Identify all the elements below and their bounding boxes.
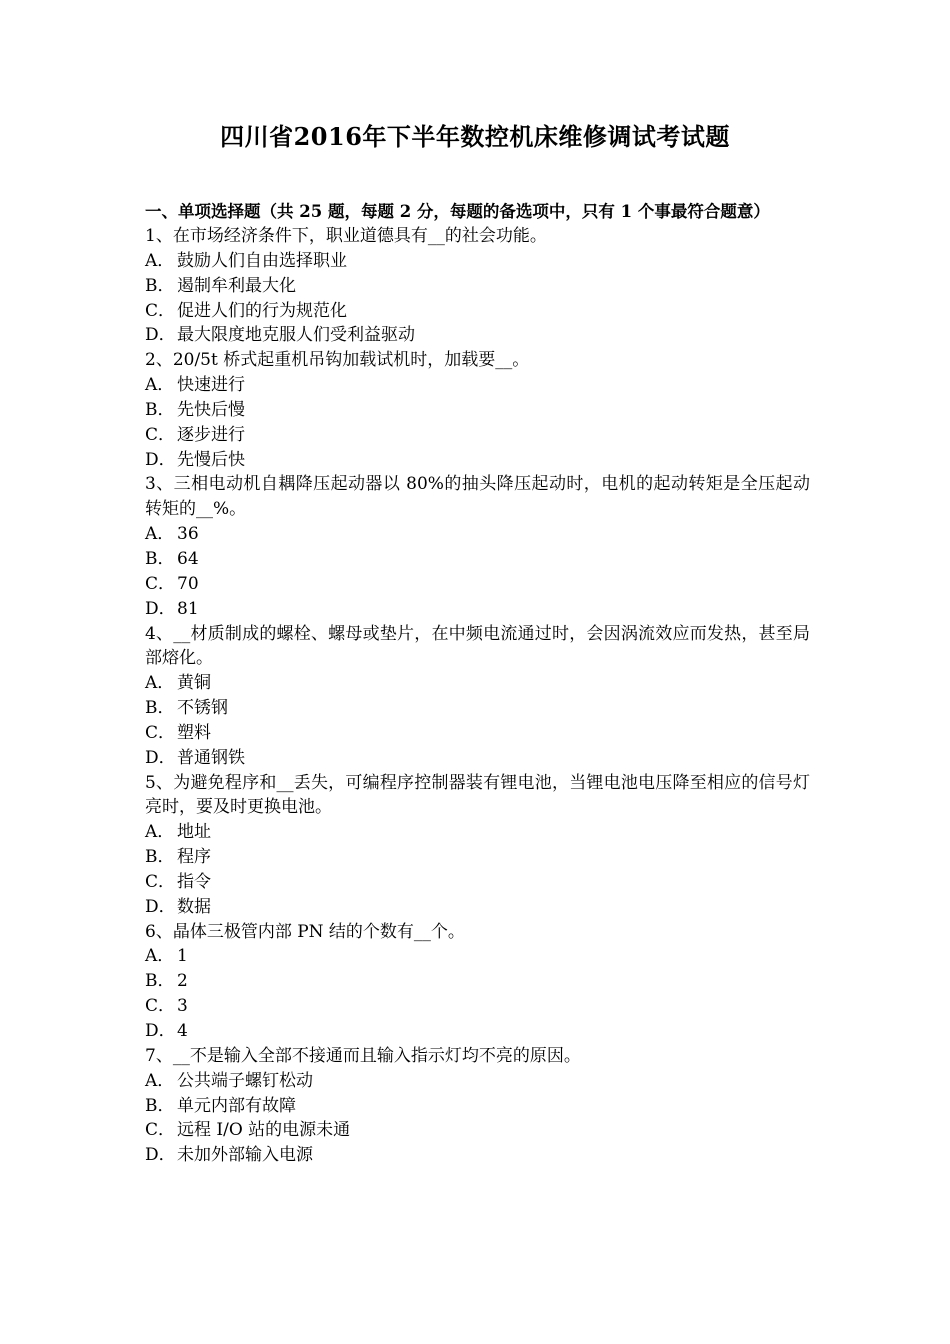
option-a [145,671,810,696]
option-a [145,944,810,969]
option-letter: A． [145,250,175,271]
question-stem: 4、__材质制成的螺栓、螺母或垫片，在中频电流通过时，会因涡流效应而发热，甚至局部熔化。 [145,623,810,669]
option-c [145,299,810,324]
option-d [145,1143,810,1168]
option-text: 黄铜 [177,673,211,694]
option-text: 程序 [177,847,211,868]
option-text: 远程 I/O 站的电源未通 [177,1120,351,1141]
option-letter: C． [145,722,176,743]
option-d [145,448,810,473]
option-letter: A． [145,673,175,694]
option-letter: D． [145,1021,176,1041]
option-text: 70 [177,573,199,594]
option-letter: B． [145,698,175,719]
option-letter: C． [145,300,176,321]
option-b [145,969,810,994]
option-letter: D． [145,747,176,768]
option-b [145,696,810,721]
option-d [145,323,810,348]
question-stem: 7、__不是输入全部不接通而且输入指示灯均不亮的原因。 [145,1045,581,1066]
option-c [145,1118,810,1143]
option-c [145,721,810,746]
option-letter: B． [145,275,175,296]
option-text: 普通钢铁 [177,747,245,768]
option-text: 促进人们的行为规范化 [177,300,347,321]
option-text: 逐步进行 [177,424,245,445]
option-text: 鼓励人们自由选择职业 [177,250,347,271]
question-4 [145,622,810,771]
option-text: 数据 [177,896,211,917]
option-text: 最大限度地克服人们受利益驱动 [177,325,415,346]
option-letter: C． [145,424,176,445]
option-text: 地址 [177,822,211,843]
option-letter: A． [145,1070,175,1091]
option-b [145,398,810,423]
option-text: 36 [177,524,199,545]
option-text: 公共端子螺钉松动 [177,1070,313,1091]
option-text: 塑料 [177,722,211,743]
option-letter: D． [145,896,176,917]
option-b [145,274,810,299]
question-7 [145,1044,810,1168]
option-c [145,870,810,895]
option-text: 64 [177,548,199,569]
option-letter: A． [145,524,175,545]
question-stem: 2、20/5t 桥式起重机吊钩加载试机时，加载要__。 [145,350,530,371]
question-2 [145,348,810,472]
option-a [145,373,810,398]
option-letter: B． [145,399,175,420]
option-text: 不锈钢 [177,698,228,719]
question-5 [145,771,810,920]
option-a [145,522,810,547]
option-d [145,746,810,771]
option-text: 单元内部有故障 [177,1095,296,1116]
option-letter: D． [145,325,176,346]
option-letter: D． [145,1145,176,1166]
option-letter: B． [145,1095,175,1116]
option-c [145,423,810,448]
option-d [145,1019,810,1044]
option-text: 先慢后快 [177,449,245,470]
option-text: 2 [177,971,188,992]
option-c [145,572,810,597]
question-stem: 5、为避免程序和__丢失，可编程序控制器装有锂电池，当锂电池电压降至相应的信号灯亮时，要及时更换电池。 [145,772,810,818]
option-c [145,994,810,1019]
option-b [145,1094,810,1119]
question-stem: 3、三相电动机自耦降压起动器以 80%的抽头降压起动时，电机的起动转矩是全压起动转矩的__%。 [145,474,810,520]
question-6 [145,920,810,1044]
document-body [145,199,810,1168]
option-text: 81 [177,598,199,619]
section-heading: 一、单项选择题（共 25 题，每题 2 分，每题的备选项中，只有 1 个事最符合题意） [145,202,770,221]
option-text: 快速进行 [177,375,245,396]
document-title: 四川省2016年下半年数控机床维修调试考试题 [220,122,730,151]
option-text: 未加外部输入电源 [177,1145,313,1166]
question-stem: 6、晶体三极管内部 PN 结的个数有__个。 [145,921,465,942]
option-letter: A． [145,946,175,967]
option-d [145,597,810,622]
option-b [145,547,810,572]
option-text: 4 [177,1021,188,1041]
option-text: 3 [177,996,188,1017]
option-b [145,845,810,870]
option-d [145,895,810,920]
question-1 [145,224,810,348]
question-3 [145,472,810,621]
option-text: 遏制牟利最大化 [177,275,296,296]
option-letter: A． [145,375,175,396]
option-letter: C． [145,996,176,1017]
option-letter: D． [145,598,176,619]
option-letter: D． [145,449,176,470]
option-a [145,1069,810,1094]
option-text: 1 [177,946,188,967]
option-a [145,249,810,274]
option-letter: B． [145,548,175,569]
option-letter: C． [145,871,176,892]
option-letter: A． [145,822,175,843]
option-letter: C． [145,573,176,594]
option-text: 指令 [177,871,211,892]
option-letter: C． [145,1120,176,1141]
option-letter: B． [145,847,175,868]
option-letter: B． [145,971,175,992]
option-text: 先快后慢 [177,399,245,420]
question-stem: 1、在市场经济条件下，职业道德具有__的社会功能。 [145,226,547,246]
option-a [145,820,810,845]
